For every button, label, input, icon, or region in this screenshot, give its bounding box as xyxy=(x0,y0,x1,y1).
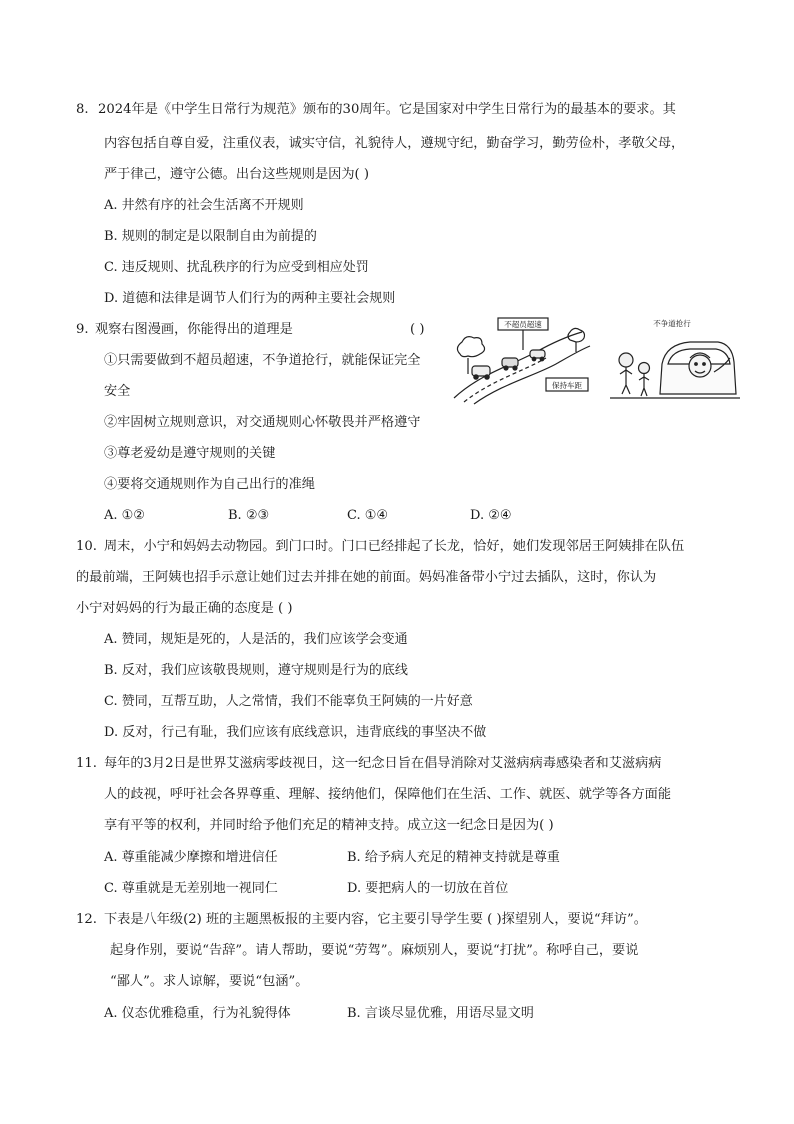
q9-statement-1: ①只需要做到不超员超速，不争道抢行，就能保证完全 xyxy=(104,353,421,368)
q8-number: 8. xyxy=(76,102,89,117)
q9-option-d: D. ②④ xyxy=(470,508,512,523)
q11-option-a: A. 尊重能减少摩擦和增进信任 xyxy=(104,850,278,865)
q9-statement-4: ④要将交通规则作为自己出行的准绳 xyxy=(104,477,315,492)
q12-option-b: B. 言谈尽显优雅，用语尽显文明 xyxy=(347,1006,534,1021)
q12-option-a: A. 仪态优雅稳重，行为礼貌得体 xyxy=(104,1006,291,1021)
q9-number: 9. xyxy=(76,322,89,337)
q10-option-c: C. 赞同，互帮互助，人之常情，我们不能辜负王阿姨的一片好意 xyxy=(104,694,473,709)
q9-option-a: A. ①② xyxy=(104,508,145,523)
q9-statement-3: ③尊老爱幼是遵守规则的关键 xyxy=(104,446,276,461)
q8-stem-line-1: 2024年是《中学生日常行为规范》颁布的30周年。它是国家对中学生日常行为的最基本的要求。其 xyxy=(98,102,676,117)
q8-option-c: C. 违反规则、扰乱秩序的行为应受到相应处罚 xyxy=(104,260,369,275)
q10-option-d: D. 反对，行己有耻，我们应该有底线意识，违背底线的事坚决不做 xyxy=(104,725,487,740)
q10-stem-line-1: 周末，小宁和妈妈去动物园。到门口时。门口已经排起了长龙，恰好，她们发现邻居王阿姨排在队伍 xyxy=(104,539,685,554)
q9-answer-paren: ( ) xyxy=(410,322,425,337)
q12-stem-line-1: 下表是八年级(2) 班的主题黑板报的主要内容，它主要引导学生要 ( )探望别人，要说“拜访”。 xyxy=(104,912,647,927)
q8-option-b: B. 规则的制定是以限制自由为前提的 xyxy=(104,229,317,244)
comic-panel-right xyxy=(610,342,740,398)
q10-option-b: B. 反对，我们应该敬畏规则，遵守规则是行为的底线 xyxy=(104,663,408,678)
q11-stem-line-2: 人的歧视，呼吁社会各界尊重、理解、接纳他们，保障他们在生活、工作、就医、就学等各方面能 xyxy=(104,787,672,802)
q10-stem-line-2: 的最前端，王阿姨也招手示意让她们过去并排在她的前面。妈妈准备带小宁过去插队，这时，你认为 xyxy=(76,570,657,585)
q10-number: 10. xyxy=(76,539,97,554)
q12-stem-line-3: “鄙人”。求人谅解，要说“包涵”。 xyxy=(110,974,309,989)
q8-stem-line-2: 内容包括自尊自爱，注重仪表，诚实守信，礼貌待人，遵规守纪，勤奋学习，勤劳俭朴，孝敬父母， xyxy=(104,136,685,151)
q8-option-a: A. 井然有序的社会生活离不开规则 xyxy=(104,198,304,213)
q9-stem: 观察右图漫画，你能得出的道理是 xyxy=(95,322,293,337)
q11-number: 11. xyxy=(76,756,97,771)
q12-number: 12. xyxy=(76,912,97,927)
q9-statement-2: ②牢固树立规则意识，对交通规则心怀敬畏并严格遵守 xyxy=(104,415,421,430)
q10-stem-line-3: 小宁对妈妈的行为最正确的态度是 ( ) xyxy=(76,601,293,616)
comic-panel-left xyxy=(454,318,590,404)
q11-option-c: C. 尊重就是无差别地一视同仁 xyxy=(104,881,278,896)
comic-left-sign-text: 不超员超速 xyxy=(504,320,542,329)
q11-option-b: B. 给予病人充足的精神支持就是尊重 xyxy=(347,850,560,865)
q12-stem-line-2: 起身作别，要说“告辞”。请人帮助，要说“劳驾”。麻烦别人，要说“打扰”。称呼自己，要说 xyxy=(110,943,639,958)
q11-stem-line-1: 每年的3月2日是世界艾滋病零歧视日，这一纪念日旨在倡导消除对艾滋病病毒感染者和艾滋病病 xyxy=(104,756,662,771)
q9-option-b: B. ②③ xyxy=(228,508,270,523)
q11-stem-line-3: 享有平等的权利，并同时给予他们充足的精神支持。成立这一纪念日是因为( ) xyxy=(104,818,554,833)
q9-statement-1-cont: 安全 xyxy=(104,384,131,399)
q10-option-a: A. 赞同，规矩是死的，人是活的，我们应该学会变通 xyxy=(104,632,408,647)
q9-option-c: C. ①④ xyxy=(347,508,389,523)
q8-stem-line-3: 严于律己，遵守公德。出台这些规则是因为( ) xyxy=(104,167,370,182)
traffic-rules-comic xyxy=(450,314,740,406)
q8-option-d: D. 道德和法律是调节人们行为的两种主要社会规则 xyxy=(104,291,396,306)
comic-right-sign-text: 不争道抢行 xyxy=(653,319,691,328)
comic-left-board-text: 保持车距 xyxy=(552,381,582,390)
q11-option-d: D. 要把病人的一切放在首位 xyxy=(347,881,509,896)
